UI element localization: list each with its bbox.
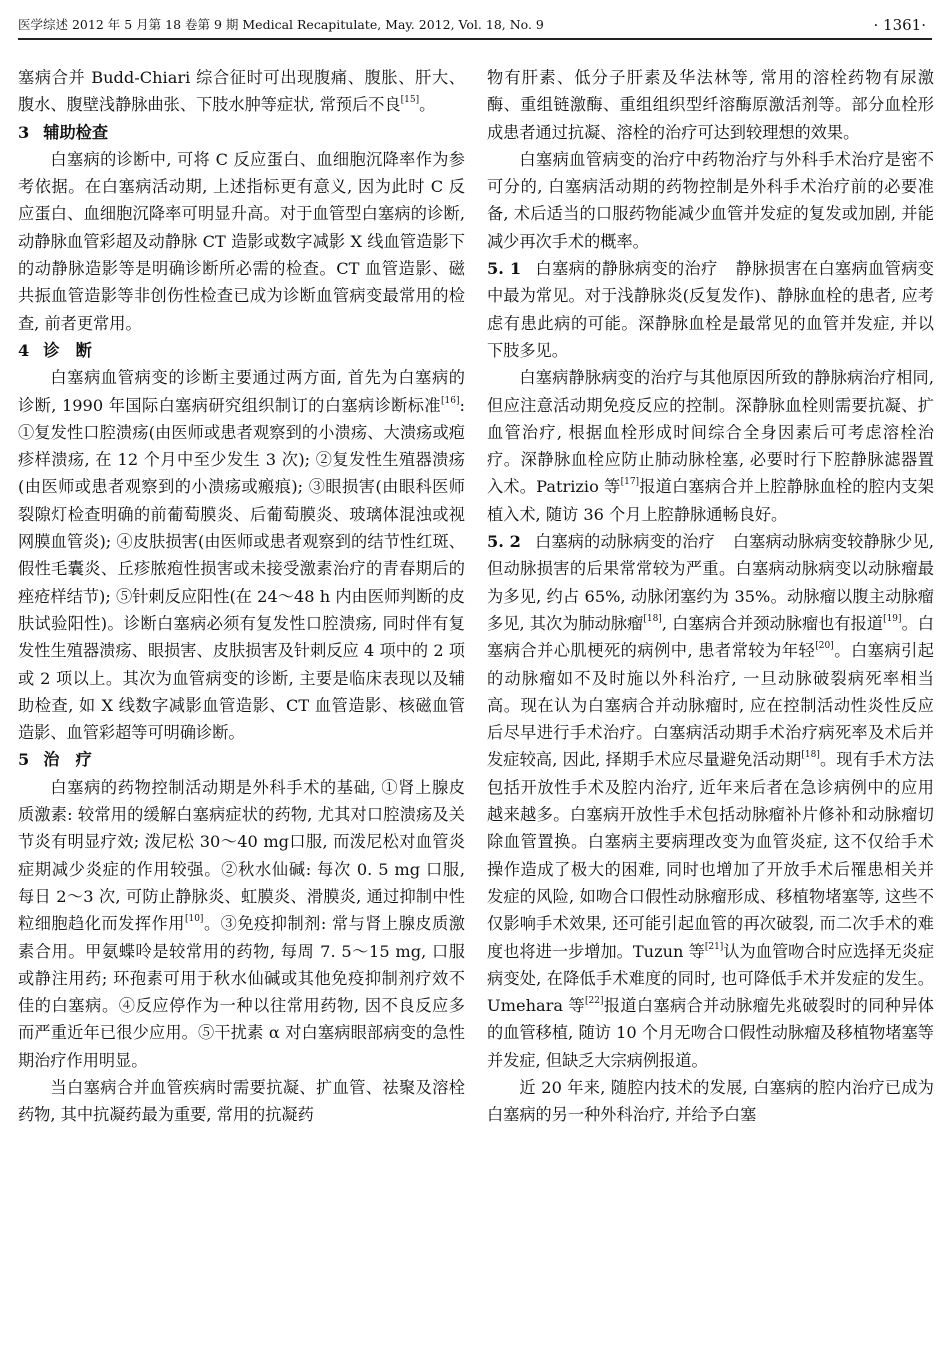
- paragraph-text: 白塞病静脉病变的治疗与其他原因所致的静脉病治疗相同, 但应注意活动期免疫反应的控制。深静脉血栓则需要抗凝、扩血管治疗, 根据血栓形成时间综合全身因素后可考虑溶栓治疗。深静脉血栓应防止肺动脉栓塞, 必要时行下腔静脉滤器置入术。Patrizio 等: [487, 368, 934, 497]
- right-column: [487, 64, 934, 1129]
- paragraph-auxiliary-exams: 白塞病的诊断中, 可将 C 反应蛋白、血细胞沉降率作为参考依据。在白塞病活动期, 上述指标更有意义, 因为此时 C 反应蛋白、血细胞沉降率可明显升高。对于血管型白塞病的诊断, 动静脉血管彩超及动静脉 CT 造影或数字减影 X 线血管造影下的动静脉造影等是明确诊断所必需的检查。CT 血管造影、磁共振血管造影等非创伤性检查已成为诊断血管病变最常用的检查, 前者更常用。: [18, 149, 465, 333]
- paragraph-diagnosis: [18, 364, 465, 746]
- paragraph-thrombolytics: 物有肝素、低分子肝素及华法林等, 常用的溶栓药物有尿激酶、重组链激酶、重组组织型纤溶酶原激活剂等。部分血栓形成患者通过抗凝、溶栓的治疗可达到较理想的效果。: [487, 68, 934, 142]
- paragraph-text: 静脉损害在白塞病血管病变中最为常见。对于浅静脉炎(反复发作)、静脉血栓的患者, 应考虑有患此病的可能。深静脉血栓是最常见的血管并发症, 并以下肢多见。: [487, 259, 934, 360]
- left-column: [18, 64, 465, 1129]
- paragraph-text: 报道白塞病合并动脉瘤先兆破裂时的同种异体的血管移植, 随访 10 个月无吻合口假性动脉瘤及移植物堵塞等并发症, 但缺乏大宗病例报道。: [487, 996, 934, 1070]
- paragraph-text: : ①复发性口腔溃疡(由医师或患者观察到的小溃疡、大溃疡或疱疹样溃疡, 在 12 个月中至少发生 3 次); ②复发性生殖器溃疡(由医师或患者观察到的小溃疡或瘢痕); ③眼损害(由眼科医师裂隙灯检查明确的前葡萄膜炎、后葡萄膜炎、玻璃体混浊或视网膜血管炎); ④皮肤损害(由医师或患者观察到的结节性红斑、假性毛囊炎、丘疹脓疱性损害或未接受激素治疗的青春期后的痤疮样结节); ⑤针刺反应阳性(在 24～48 h 内由医师判断的皮肤试验阳性)。诊断白塞病必须有复发性口腔溃疡, 同时伴有复发性生殖器溃疡、眼损害、皮肤损害及针刺反应 4 项中的 2 项或 2 项以上。其次为血管病变的诊断, 主要是临床表现以及辅助检查, 如 X 线数字减影血管造影、CT 血管造影、核磁血管造影、血管彩超等可明确诊断。: [18, 395, 465, 743]
- paragraph-drug-and-surgery: 白塞病血管病变的治疗中药物治疗与外科手术治疗是密不可分的, 白塞病活动期的药物控制是外科手术治疗前的必要准备, 术后适当的口服药物能减少血管并发症的复发或加剧, 并能减少再次手术的概率。: [487, 149, 934, 251]
- paragraph-text: 白塞病的药物控制活动期是外科手术的基础, ①肾上腺皮质激素: 较常用的缓解白塞病症状的药物, 尤其对口腔溃疡及关节炎有明显疗效; 泼尼松 30～40 mg口服, 而泼尼松对血管炎症期减少炎症的作用较强。②秋水仙碱: 每次 0. 5 mg 口服, 每日 2～3 次, 可防止静脉炎、虹膜炎、滑膜炎, 通过抑制中性粒细胞趋化而发挥作用: [18, 777, 465, 934]
- section-heading-4: [18, 337, 465, 364]
- section-number: 4: [18, 340, 30, 360]
- citation-ref: [17]: [620, 477, 640, 488]
- paragraph-text: 白塞病血管病变的诊断主要通过两方面, 首先为白塞病的诊断, 1990 年国际白塞病研究组织制订的白塞病诊断标准: [18, 368, 465, 415]
- paragraph-text: , 白塞病合并颈动脉瘤也有报道: [661, 613, 884, 633]
- section-title: 辅助检查: [43, 122, 109, 142]
- citation-ref: [16]: [441, 395, 460, 406]
- header-rule: [18, 38, 932, 40]
- citation-ref: [20]: [815, 641, 834, 652]
- citation-ref: [18]: [643, 613, 662, 624]
- page-number: · 1361·: [873, 16, 926, 34]
- section-number: 3: [18, 122, 30, 142]
- paragraph-text: 。③免疫抑制剂: 常与肾上腺皮质激素合用。甲氨蝶呤是较常用的药物, 每周 7. 5～15 mg, 口服或静注用药; 环孢素可用于秋水仙碱或其他免疫抑制剂疗效不佳的白塞病。④反应停作为一种以往常用药物, 因不良反应多而严重近年已很少应用。⑤干扰素 α 对白塞病眼部病变的急性期治疗作用明显。: [18, 914, 465, 1070]
- paragraph-text: 白塞病动脉病变较静脉少见, 但动脉损害的后果常常较为严重。白塞病动脉病变以动脉瘤最为多见, 约占 65%, 动脉闭塞约为 35%。动脉瘤以腹主动脉瘤多见, 其次为肺动脉瘤: [487, 532, 934, 633]
- citation-ref: [21]: [704, 941, 724, 952]
- subsection-title: 白塞病的静脉病变的治疗: [535, 259, 718, 279]
- paragraph-text: 。现有手术方法包括开放性手术及腔内治疗, 近年来后者在急诊病例中的应用越来越多。白塞病开放性手术包括动脉瘤补片修补和动脉瘤切除血管置换。白塞病主要病理改变为血管炎症, 这不仅给手术操作造成了极大的困难, 同时也增加了开放手术后罹患相关并发症的风险, 如吻合口假性动脉瘤形成、移植物堵塞等, 这些不仅影响手术效果, 还可能引起血管的再次破裂, 而二次手术的难度也将进一步增加。Tuzun 等: [487, 750, 934, 961]
- paragraph-text: 塞病合并 Budd-Chiari 综合征时可出现腹痛、腹胀、肝大、腹水、腹壁浅静脉曲张、下肢水肿等症状, 常预后不良: [18, 68, 465, 115]
- paragraph-budd-chiari: [18, 64, 465, 119]
- section-title: 诊 断: [43, 340, 92, 360]
- section-heading-3: [18, 119, 465, 146]
- paragraph-endovascular: 近 20 年来, 随腔内技术的发展, 白塞病的腔内治疗已成为白塞病的另一种外科治疗, 并给予白塞: [487, 1077, 934, 1125]
- subsection-5-2: [487, 528, 934, 1074]
- paragraph-text: 。白塞病合并心肌梗死的病例中, 患者常较为年轻: [487, 613, 934, 661]
- subsection-number: 5. 2: [487, 532, 521, 552]
- subsection-number: 5. 1: [487, 259, 522, 279]
- subsection-title: 白塞病的动脉病变的治疗: [534, 532, 715, 552]
- section-number: 5: [18, 750, 30, 770]
- citation-ref: [15]: [400, 95, 420, 106]
- citation-ref: [10]: [184, 914, 204, 925]
- journal-citation: 医学综述 2012 年 5 月第 18 卷第 9 期 Medical Recapitulate, May. 2012, Vol. 18, No. 9: [18, 17, 544, 32]
- running-header: [18, 12, 932, 38]
- paragraph-text: 认为血管吻合时应选择无炎症病变处, 在降低手术难度的同时, 也可降低手术并发症的发生。Umehara 等: [487, 941, 935, 1016]
- paragraph-anticoagulants: 当白塞病合并血管疾病时需要抗凝、扩血管、祛聚及溶栓药物, 其中抗凝药最为重要, 常用的抗凝药: [18, 1077, 465, 1125]
- paragraph-text: 。: [419, 95, 436, 115]
- paragraph-venous-treatment: [487, 364, 934, 528]
- paragraph-drug-therapy: [18, 774, 465, 1074]
- citation-ref: [22]: [585, 996, 604, 1007]
- section-heading-5: [18, 746, 465, 773]
- paragraph-text: 报道白塞病合并上腔静脉血栓的腔内支架植入术, 随访 36 个月上腔静脉通畅良好。: [487, 477, 934, 524]
- section-title: 治 疗: [43, 750, 92, 770]
- citation-ref: [18]: [801, 750, 820, 761]
- subsection-5-1: [487, 255, 934, 364]
- paragraph-text: 。白塞病引起的动脉瘤如不及时施以外科治疗, 一旦动脉破裂病死率相当高。现在认为白塞病合并动脉瘤时, 应在控制活动性炎性反应后尽早进行手术治疗。白塞病活动期手术治疗病死率及术后并发症较高, 因此, 择期手术应尽量避免活动期: [487, 641, 934, 770]
- citation-ref: [19]: [883, 613, 902, 624]
